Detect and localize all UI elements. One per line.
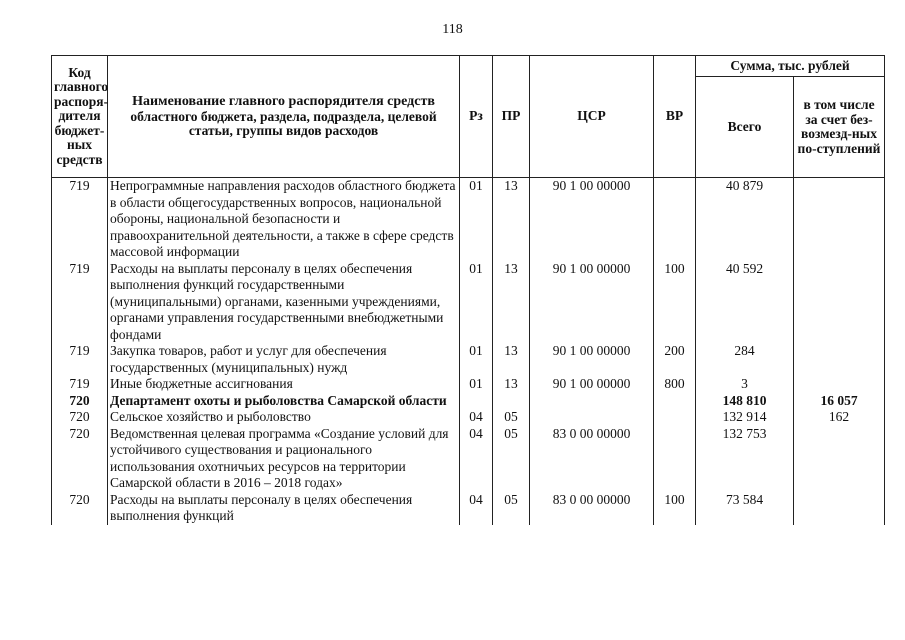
header-name-line2: областного бюджета, раздела, подраздела, целевой статьи, группы видов расходов — [130, 108, 437, 139]
table-row — [52, 492, 885, 525]
row-rz: 04 — [460, 426, 493, 492]
table-row — [52, 376, 885, 393]
row-code: 719 — [52, 178, 108, 261]
table-row — [52, 261, 885, 344]
table-row — [52, 178, 885, 261]
row-pr: 13 — [493, 343, 530, 376]
row-total: 132 753 — [696, 426, 794, 492]
row-name: Департамент охоты и рыболовства Самарской области — [108, 393, 460, 410]
table-row — [52, 393, 885, 410]
header-free: в том числе за счет без-возмезд-ных по-ступлений — [794, 77, 885, 178]
row-free: 16 057 — [794, 393, 885, 410]
row-name: Расходы на выплаты персоналу в целях обеспечения выполнения функций — [108, 492, 460, 525]
row-vr: 200 — [654, 343, 696, 376]
row-total: 40 879 — [696, 178, 794, 261]
row-total: 284 — [696, 343, 794, 376]
row-free — [794, 492, 885, 525]
row-code: 719 — [52, 376, 108, 393]
row-code: 720 — [52, 426, 108, 492]
row-pr: 05 — [493, 426, 530, 492]
row-csr: 90 1 00 00000 — [530, 261, 654, 344]
row-free — [794, 426, 885, 492]
row-total: 40 592 — [696, 261, 794, 344]
row-pr: 13 — [493, 178, 530, 261]
header-rz: Рз — [460, 56, 493, 178]
header-csr: ЦСР — [530, 56, 654, 178]
row-rz: 01 — [460, 376, 493, 393]
row-rz: 04 — [460, 492, 493, 525]
row-pr: 05 — [493, 409, 530, 426]
row-rz — [460, 393, 493, 410]
header-sum: Сумма, тыс. рублей — [696, 56, 885, 77]
row-vr: 100 — [654, 492, 696, 525]
row-pr: 13 — [493, 376, 530, 393]
row-csr — [530, 409, 654, 426]
row-csr: 90 1 00 00000 — [530, 178, 654, 261]
table-row — [52, 343, 885, 376]
header-vr: ВР — [654, 56, 696, 178]
row-total: 132 914 — [696, 409, 794, 426]
row-code: 719 — [52, 261, 108, 344]
row-vr — [654, 178, 696, 261]
row-rz: 01 — [460, 261, 493, 344]
header-code: Код главного распоря-дителя бюджет-ных средств — [52, 56, 108, 178]
row-code: 719 — [52, 343, 108, 376]
row-free — [794, 178, 885, 261]
row-total: 3 — [696, 376, 794, 393]
row-name: Непрограммные направления расходов областного бюджета в области общегосударственных вопросов, национальной обороны, национальной безопасности и правоохранительной деятельности, а также в сфере средств массовой информации — [108, 178, 460, 261]
row-free: 162 — [794, 409, 885, 426]
row-free — [794, 343, 885, 376]
page-number: 118 — [442, 22, 463, 37]
row-vr: 100 — [654, 261, 696, 344]
table-row — [52, 409, 885, 426]
row-csr — [530, 393, 654, 410]
row-total: 73 584 — [696, 492, 794, 525]
row-name: Расходы на выплаты персоналу в целях обеспечения выполнения функций государственными (муниципальными) органами, казенными учреждениями, органами управления государственными внебюджетными фондами — [108, 261, 460, 344]
row-csr: 90 1 00 00000 — [530, 343, 654, 376]
row-vr — [654, 393, 696, 410]
row-csr: 90 1 00 00000 — [530, 376, 654, 393]
row-code: 720 — [52, 409, 108, 426]
header-total: Всего — [696, 77, 794, 178]
row-code: 720 — [52, 492, 108, 525]
header-name — [108, 56, 460, 178]
row-vr — [654, 426, 696, 492]
row-pr — [493, 393, 530, 410]
row-rz: 01 — [460, 343, 493, 376]
budget-table — [51, 55, 885, 525]
row-vr — [654, 409, 696, 426]
row-vr: 800 — [654, 376, 696, 393]
row-pr: 13 — [493, 261, 530, 344]
header-pr: ПР — [493, 56, 530, 178]
row-code: 720 — [52, 393, 108, 410]
row-csr: 83 0 00 00000 — [530, 426, 654, 492]
row-total: 148 810 — [696, 393, 794, 410]
row-rz: 01 — [460, 178, 493, 261]
row-name: Сельское хозяйство и рыболовство — [108, 409, 460, 426]
row-free — [794, 261, 885, 344]
row-name: Ведомственная целевая программа «Создание условий для устойчивого существования и рационального использования охотничьих ресурсов на территории Самарской области в 2016 – 2018 годах» — [108, 426, 460, 492]
row-rz: 04 — [460, 409, 493, 426]
row-name: Иные бюджетные ассигнования — [108, 376, 460, 393]
table-row — [52, 426, 885, 492]
table-header — [52, 56, 885, 178]
row-pr: 05 — [493, 492, 530, 525]
row-free — [794, 376, 885, 393]
row-csr: 83 0 00 00000 — [530, 492, 654, 525]
row-name: Закупка товаров, работ и услуг для обеспечения государственных (муниципальных) нужд — [108, 343, 460, 376]
header-name-line1: Наименование главного распорядителя средств — [132, 94, 435, 110]
